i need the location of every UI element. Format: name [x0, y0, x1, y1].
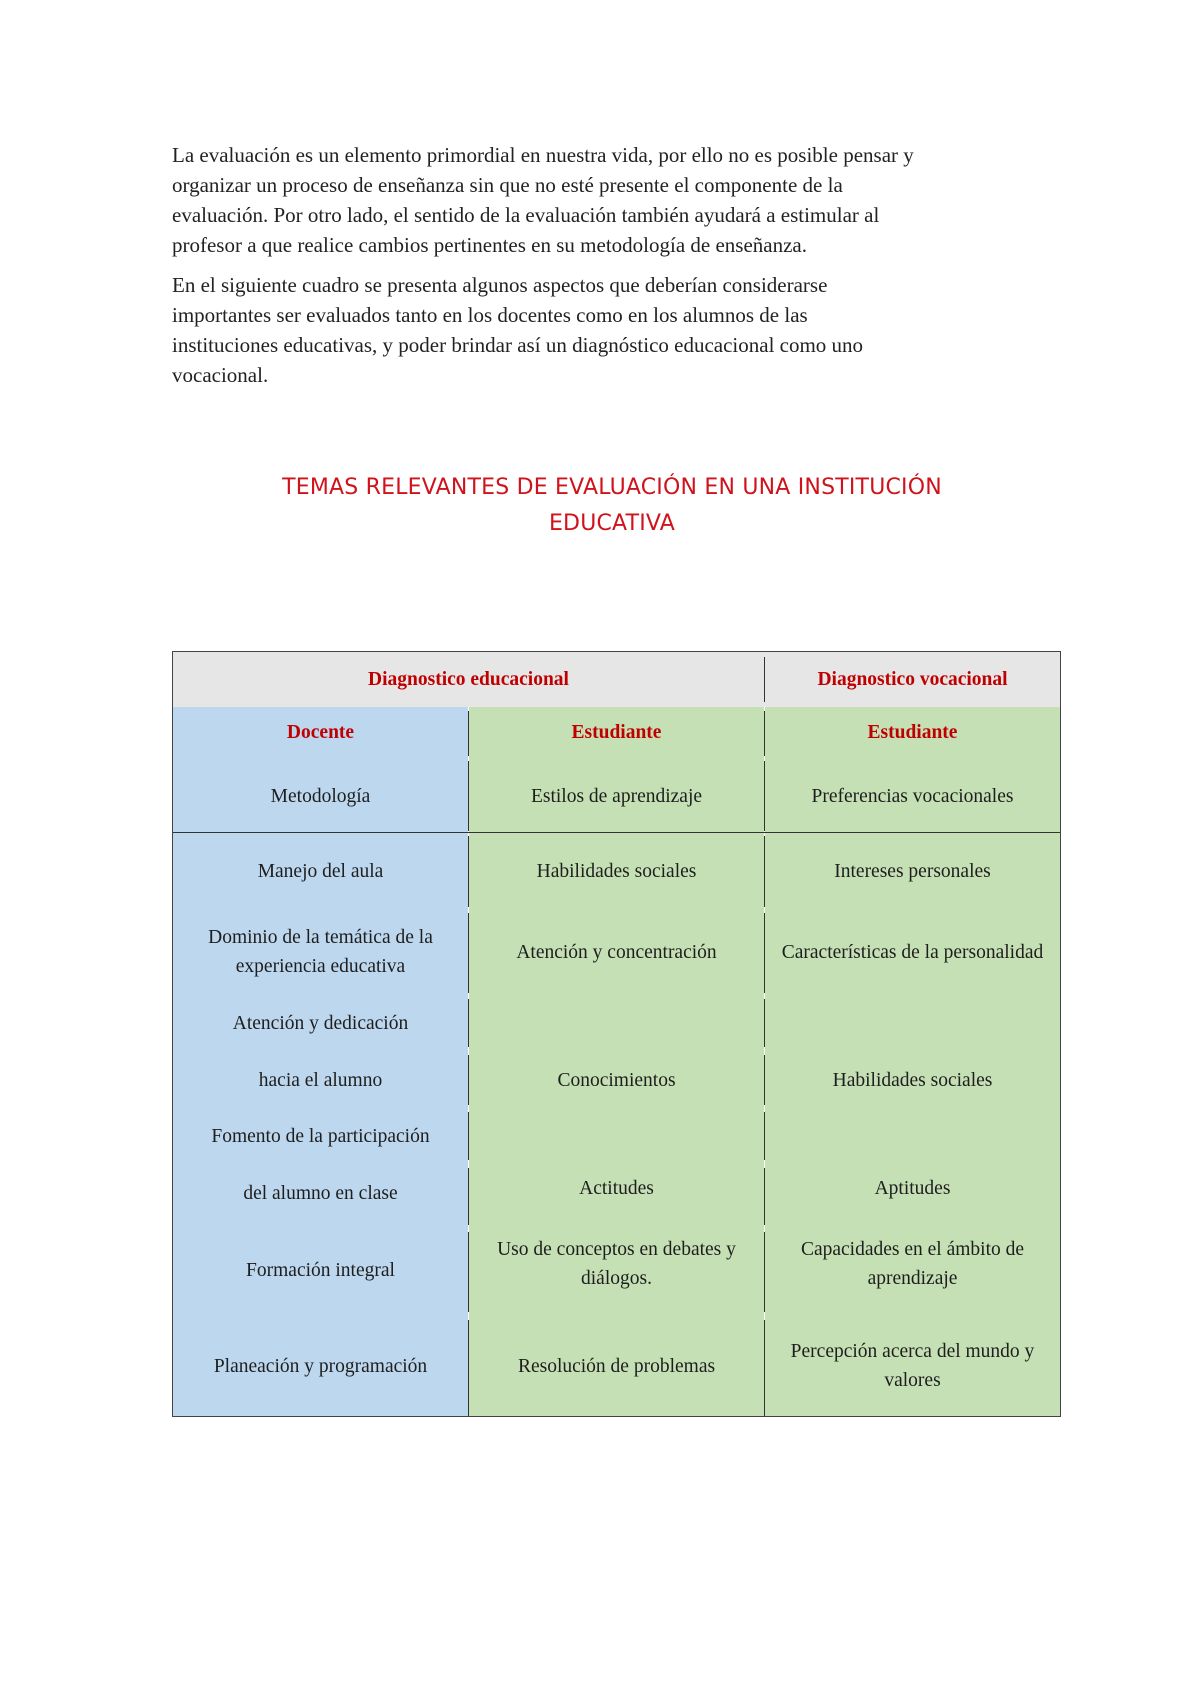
table-divider	[468, 913, 469, 993]
table-divider	[764, 657, 765, 702]
intro-p2-line: vocacional.	[172, 363, 269, 387]
table-cell: Habilidades sociales	[536, 860, 697, 882]
table-divider	[764, 711, 765, 756]
table-cell: Intereses personales	[834, 860, 991, 882]
intro-p1-line: organizar un proceso de enseñanza sin que no esté presente el componente de la	[172, 173, 843, 197]
table-cell: Dominio de la temática de la experiencia educativa	[208, 927, 433, 977]
title-line-2: EDUCATIVA	[548, 511, 676, 536]
title-line-1: TEMAS RELEVANTES DE EVALUACIÓN EN UNA INSTITUCIÓN	[282, 475, 942, 500]
intro-paragraph-1	[172, 140, 1052, 260]
table-cell: Uso de conceptos en debates y diálogos.	[497, 1239, 736, 1289]
table-divider	[468, 999, 469, 1047]
intro-text	[172, 140, 1052, 400]
table-cell: Atención y concentración	[516, 941, 717, 963]
table-cell: Actitudes	[579, 1177, 654, 1199]
table-divider	[173, 832, 1060, 833]
table-cell: Características de la personalidad	[781, 941, 1044, 963]
table-divider	[764, 1168, 765, 1225]
intro-p2-line: En el siguiente cuadro se presenta algunos aspectos que deberían considerarse	[172, 273, 828, 297]
evaluation-table	[172, 651, 1061, 1417]
table-divider	[468, 836, 469, 907]
table-cell: Estilos de aprendizaje	[530, 785, 703, 807]
table-cell: Fomento de la participación	[211, 1125, 430, 1147]
intro-p1-line: evaluación. Por otro lado, el sentido de la evaluación también ayudará a estimular al	[172, 203, 880, 227]
table-divider	[764, 1232, 765, 1312]
table-divider	[764, 913, 765, 993]
table-cell: Percepción acerca del mundo y valores	[790, 1341, 1035, 1391]
table-cell: Conocimientos	[557, 1069, 676, 1091]
table-cell: Manejo del aula	[257, 860, 384, 882]
section-title	[172, 470, 1052, 542]
table-cell: Habilidades sociales	[832, 1069, 993, 1091]
group-header-vocacional: Diagnostico vocacional	[817, 669, 1008, 690]
table-divider	[468, 1112, 469, 1160]
table-divider	[764, 1112, 765, 1160]
table-cell: Resolución de problemas	[517, 1355, 716, 1377]
table-cell: Formación integral	[246, 1259, 395, 1281]
table-cell: Atención y dedicación	[232, 1012, 409, 1034]
table-cell: Capacidades en el ámbito de aprendizaje	[800, 1239, 1025, 1289]
table-divider	[764, 836, 765, 907]
table-divider	[468, 1320, 469, 1416]
table-divider	[468, 761, 469, 831]
table-divider	[468, 1232, 469, 1312]
table-divider	[468, 1055, 469, 1105]
table-divider	[764, 999, 765, 1047]
table-divider	[764, 761, 765, 831]
column-header-docente: Docente	[286, 721, 355, 743]
intro-p2-line: instituciones educativas, y poder brindar así un diagnóstico educacional como uno	[172, 333, 864, 357]
group-header-educacional: Diagnostico educacional	[368, 669, 569, 690]
table-cell: Preferencias vocacionales	[811, 785, 1014, 807]
intro-p2-line: importantes ser evaluados tanto en los docentes como en los alumnos de las	[172, 303, 808, 327]
table-divider	[468, 1168, 469, 1225]
table-divider	[468, 711, 469, 756]
intro-p1-line: La evaluación es un elemento primordial en nuestra vida, por ello no es posible pensar y	[172, 143, 914, 167]
table-divider	[764, 1320, 765, 1416]
column-header-estudiante-voc: Estudiante	[867, 721, 958, 743]
table-divider	[764, 1055, 765, 1105]
table-cell: del alumno en clase	[243, 1182, 398, 1204]
table-cell: Aptitudes	[874, 1177, 951, 1199]
table-cell: Metodología	[270, 785, 371, 807]
table-cell: hacia el alumno	[258, 1069, 383, 1091]
intro-p1-line: profesor a que realice cambios pertinentes en su metodología de enseñanza.	[172, 233, 807, 257]
intro-paragraph-2	[172, 270, 1052, 390]
column-header-estudiante-edu: Estudiante	[571, 721, 662, 743]
table-cell: Planeación y programación	[213, 1355, 428, 1377]
